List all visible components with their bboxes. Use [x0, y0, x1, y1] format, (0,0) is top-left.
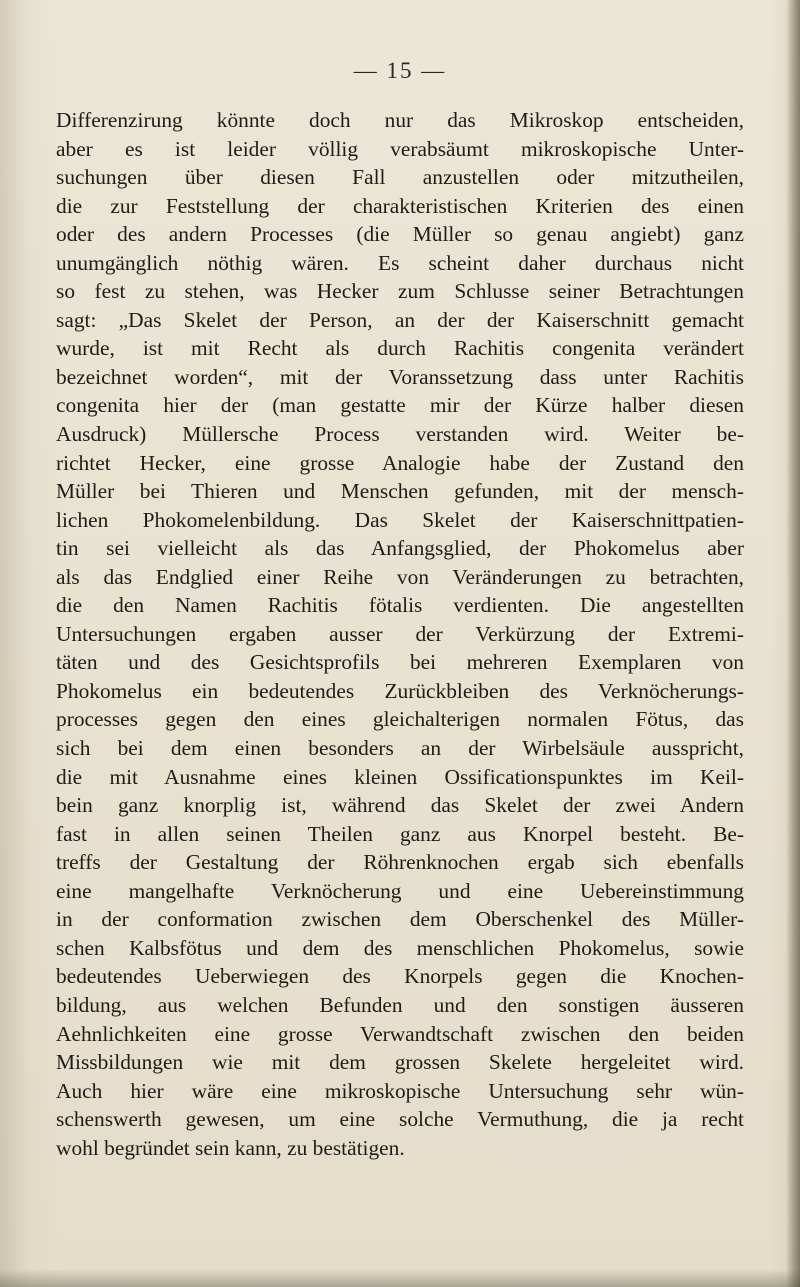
text-line: treffs der Gestaltung der Röhrenknochen ergab sich ebenfalls: [56, 850, 744, 875]
text-line: bezeichnet worden“, mit der Voranssetzung dass unter Rachitis: [56, 364, 744, 389]
text-line: Aehnlichkeiten eine grosse Verwandtschaft zwischen den beiden: [56, 1021, 744, 1046]
text-line: Missbildungen wie mit dem grossen Skelete hergeleitet wird.: [56, 1050, 744, 1075]
text-line: die zur Feststellung der charakteristischen Kriterien des einen: [56, 193, 744, 218]
text-line: processes gegen den eines gleichalterigen normalen Fötus, das: [56, 707, 744, 732]
text-line: in der conformation zwischen dem Oberschenkel des Müller-: [56, 907, 744, 932]
text-line: lichen Phokomelenbildung. Das Skelet der Kaiserschnittpatien-: [56, 507, 744, 532]
text-line: aber es ist leider völlig verabsäumt mikroskopische Unter-: [56, 136, 744, 161]
text-line: Auch hier wäre eine mikroskopische Untersuchung sehr wün-: [56, 1078, 744, 1103]
text-line: als das Endglied einer Reihe von Veränderungen zu betrachten,: [56, 564, 744, 589]
text-line: fast in allen seinen Theilen ganz aus Knorpel besteht. Be-: [56, 821, 744, 846]
text-line: Differenzirung könnte doch nur das Mikroskop entscheiden,: [56, 108, 744, 132]
text-line: Phokomelus ein bedeutendes Zurückbleiben des Verknöcherungs-: [56, 678, 744, 703]
text-line: so fest zu stehen, was Hecker zum Schlusse seiner Betrachtungen: [56, 279, 744, 304]
text-line: wohl begründet sein kann, zu bestätigen.: [56, 1135, 405, 1160]
text-line: schenswerth gewesen, um eine solche Vermuthung, die ja recht: [56, 1107, 744, 1132]
text-line: bildung, aus welchen Befunden und den sonstigen äusseren: [56, 992, 744, 1017]
text-line: sagt: „Das Skelet der Person, an der der Kaiserschnitt gemacht: [56, 307, 744, 332]
body-text: [56, 106, 744, 1162]
text-line: eine mangelhafte Verknöcherung und eine Uebereinstimmung: [56, 878, 744, 903]
text-line: bedeutendes Ueberwiegen des Knorpels gegen die Knochen-: [56, 964, 744, 989]
text-line: die mit Ausnahme eines kleinen Ossificationspunktes im Keil-: [56, 764, 744, 789]
text-line: Ausdruck) Müllersche Process verstanden wird. Weiter be-: [56, 422, 744, 447]
text-line: wurde, ist mit Recht als durch Rachitis congenita verändert: [56, 336, 744, 361]
text-line: täten und des Gesichtsprofils bei mehreren Exemplaren von: [56, 650, 744, 675]
text-line: congenita hier der (man gestatte mir der Kürze halber diesen: [56, 393, 744, 418]
page-edge-shadow: [786, 0, 800, 1287]
text-line: suchungen über diesen Fall anzustellen oder mitzutheilen,: [56, 165, 744, 190]
text-line: unumgänglich nöthig wären. Es scheint daher durchaus nicht: [56, 250, 744, 275]
text-line: schen Kalbsfötus und dem des menschlichen Phokomelus, sowie: [56, 935, 744, 960]
text-line: Untersuchungen ergaben ausser der Verkürzung der Extremi-: [56, 621, 744, 646]
text-line: Müller bei Thieren und Menschen gefunden, mit der mensch-: [56, 479, 744, 504]
text-line: sich bei dem einen besonders an der Wirbelsäule ausspricht,: [56, 736, 744, 761]
page-bottom-shadow: [0, 1269, 800, 1287]
text-line: die den Namen Rachitis fötalis verdienten. Die angestellten: [56, 593, 744, 618]
text-line: tin sei vielleicht als das Anfangsglied, der Phokomelus aber: [56, 536, 744, 561]
text-line: oder des andern Processes (die Müller so genau angiebt) ganz: [56, 222, 744, 247]
page-number: — 15 —: [353, 58, 447, 83]
text-line: bein ganz knorplig ist, während das Skelet der zwei Andern: [56, 793, 744, 818]
text-line: richtet Hecker, eine grosse Analogie habe der Zustand den: [56, 450, 744, 475]
